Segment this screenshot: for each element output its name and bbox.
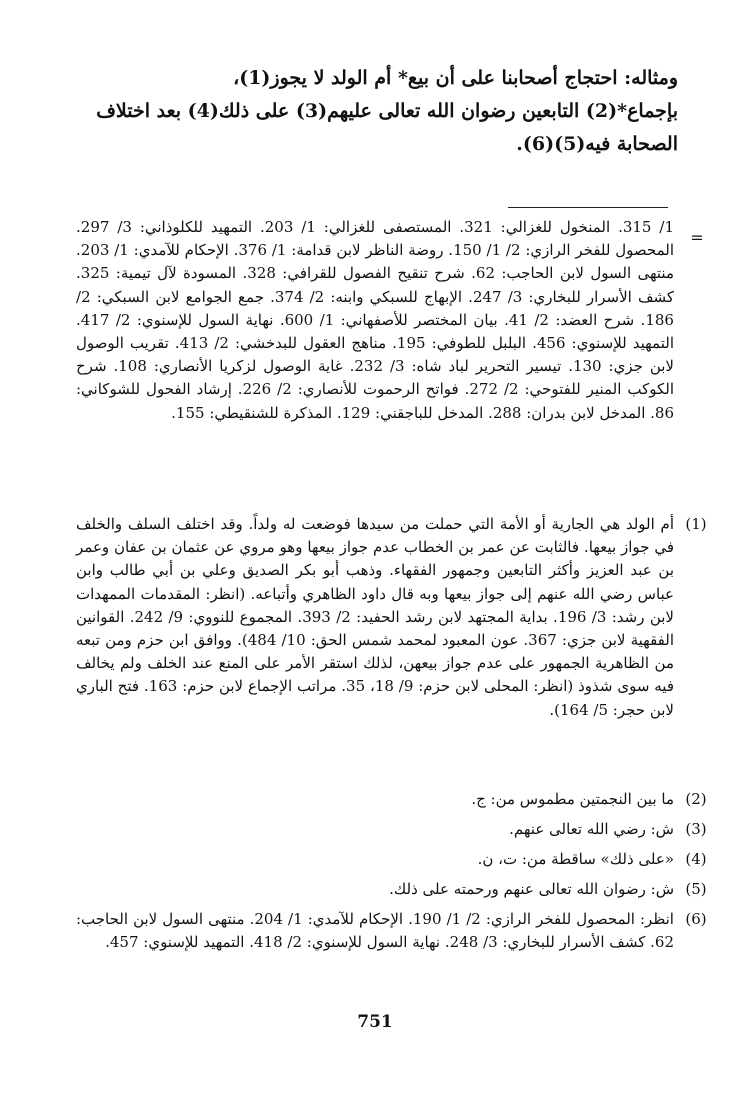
page-number: 751 xyxy=(357,1012,393,1032)
footnote-text: أم الولد هي الجارية أو الأمة التي حملت من سيدها فوضعت له ولداً. وقد اختلف السلف والخلف في جواز بيعها. فالثابت عن عمر بن الخطاب عدم جواز بيعها وهو مروي عن عثمان بن عفان وعمر بن عبد العزيز وأكثر التابعين وجمهور الفقهاء. وذهب أبو بكر الصديق وعلي بن أبي طالب وابن عباس رضي الله عنهم إلى جواز بيعها وبه قال داود الظاهري وأتباعه. (انظر: المقدمات الممهدات لابن رشد: 3/ 196. بداية المجتهد لابن رشد الحفيد: 2/ 393. المجموع للنووي: 9/ 242. القوانين الفقهية لابن جزي: 367. عون المعبود لمحمد شمس الحق: 10/ 484). ووافق ابن حزم ومن تبعه من الظاهرية الجمهور على عدم جواز بيعهن، لذلك استقر الأمر على المنع عند الخلف ولم يخالف فيه سوى شذوذ (انظر: المحلى لابن حزم: 9/ 18، 35. مراتب الإجماع لابن حزم: 163. فتح الباري لابن حجر: 5/ 164). xyxy=(76,515,675,719)
continuation-marker: = xyxy=(690,228,704,247)
footnote-text: «على ذلك» ساقطة من: ت، ن. xyxy=(477,850,674,868)
main-text-line: الصحابة فيه(5)(6). xyxy=(516,133,678,155)
footnote-separator xyxy=(508,207,668,208)
footnote-number: (2) xyxy=(685,790,707,808)
footnote-1 xyxy=(76,513,716,722)
footnote-number: (5) xyxy=(685,880,707,898)
footnote-number: (4) xyxy=(685,850,707,868)
main-text xyxy=(68,62,678,161)
footnote-number: (3) xyxy=(685,820,707,838)
footnote-number: (1) xyxy=(685,515,707,533)
main-text-line: بإجماع*(2) التابعين رضوان الله تعالى عليهم(3) على ذلك(4) بعد اختلاف xyxy=(96,100,678,122)
continued-footnote-text: 1/ 315. المنخول للغزالي: 321. المستصفى للغزالي: 1/ 203. التمهيد للكلوذاني: 3/ 297. المحصول للفخر الرازي: 2/ 1/ 150. روضة الناظر لابن قدامة: 1/ 376. الإحكام للآمدي: 1/ 203. منتهى السول لابن الحاجب: 62. شرح تنقيح الفصول للقرافي: 328. المسودة لآل تيمية: 325. كشف الأسرار للبخاري: 3/ 247. الإبهاج للسبكي وابنه: 2/ 374. جمع الجوامع لابن السبكي: 2/ 186. شرح العضد: 2/ 41. بيان المختصر للأصفهاني: 1/ 600. نهاية السول للإسنوي: 2/ 417. التمهيد للإسنوي: 456. البلبل للطوفي: 195. مناهج العقول للبدخشي: 2/ 413. تقريب الوصول لابن جزي: 130. تيسير التحرير لباد شاه: 3/ 232. غاية الوصول لزكريا الأنصاري: 108. شرح الكوكب المنير للفتوحي: 2/ 272. فواتح الرحموت للأنصاري: 2/ 226. إرشاد الفحول للشوكاني: 86. المدخل لابن بدران: 288. المدخل للباجقني: 129. المذكرة للشنقيطي: 155. xyxy=(76,218,675,422)
main-text-line: ومثاله: احتجاج أصحابنا على أن بيع* أم الولد لا يجوز(1)، xyxy=(233,67,678,89)
footnote-number: (6) xyxy=(685,910,707,928)
footnote-text: ش: رضي الله تعالى عنهم. xyxy=(509,820,674,838)
footnote-text: ما بين النجمتين مطموس من: ج. xyxy=(471,790,674,808)
footnote-2 xyxy=(76,788,716,811)
footnote-3 xyxy=(76,818,716,841)
footnote-4 xyxy=(76,848,716,871)
footnote-text: انظر: المحصول للفخر الرازي: 2/ 1/ 190. الإحكام للآمدي: 1/ 204. منتهى السول لابن الحاجب: 62. كشف الأسرار للبخاري: 3/ 248. نهاية السول للإسنوي: 2/ 418. التمهيد للإسنوي: 457. xyxy=(76,910,674,952)
footnote-6 xyxy=(76,908,716,954)
footnote-text: ش: رضوان الله تعالى عنهم ورحمته على ذلك. xyxy=(389,880,674,898)
continued-footnote xyxy=(76,216,674,425)
footnote-5 xyxy=(76,878,716,901)
